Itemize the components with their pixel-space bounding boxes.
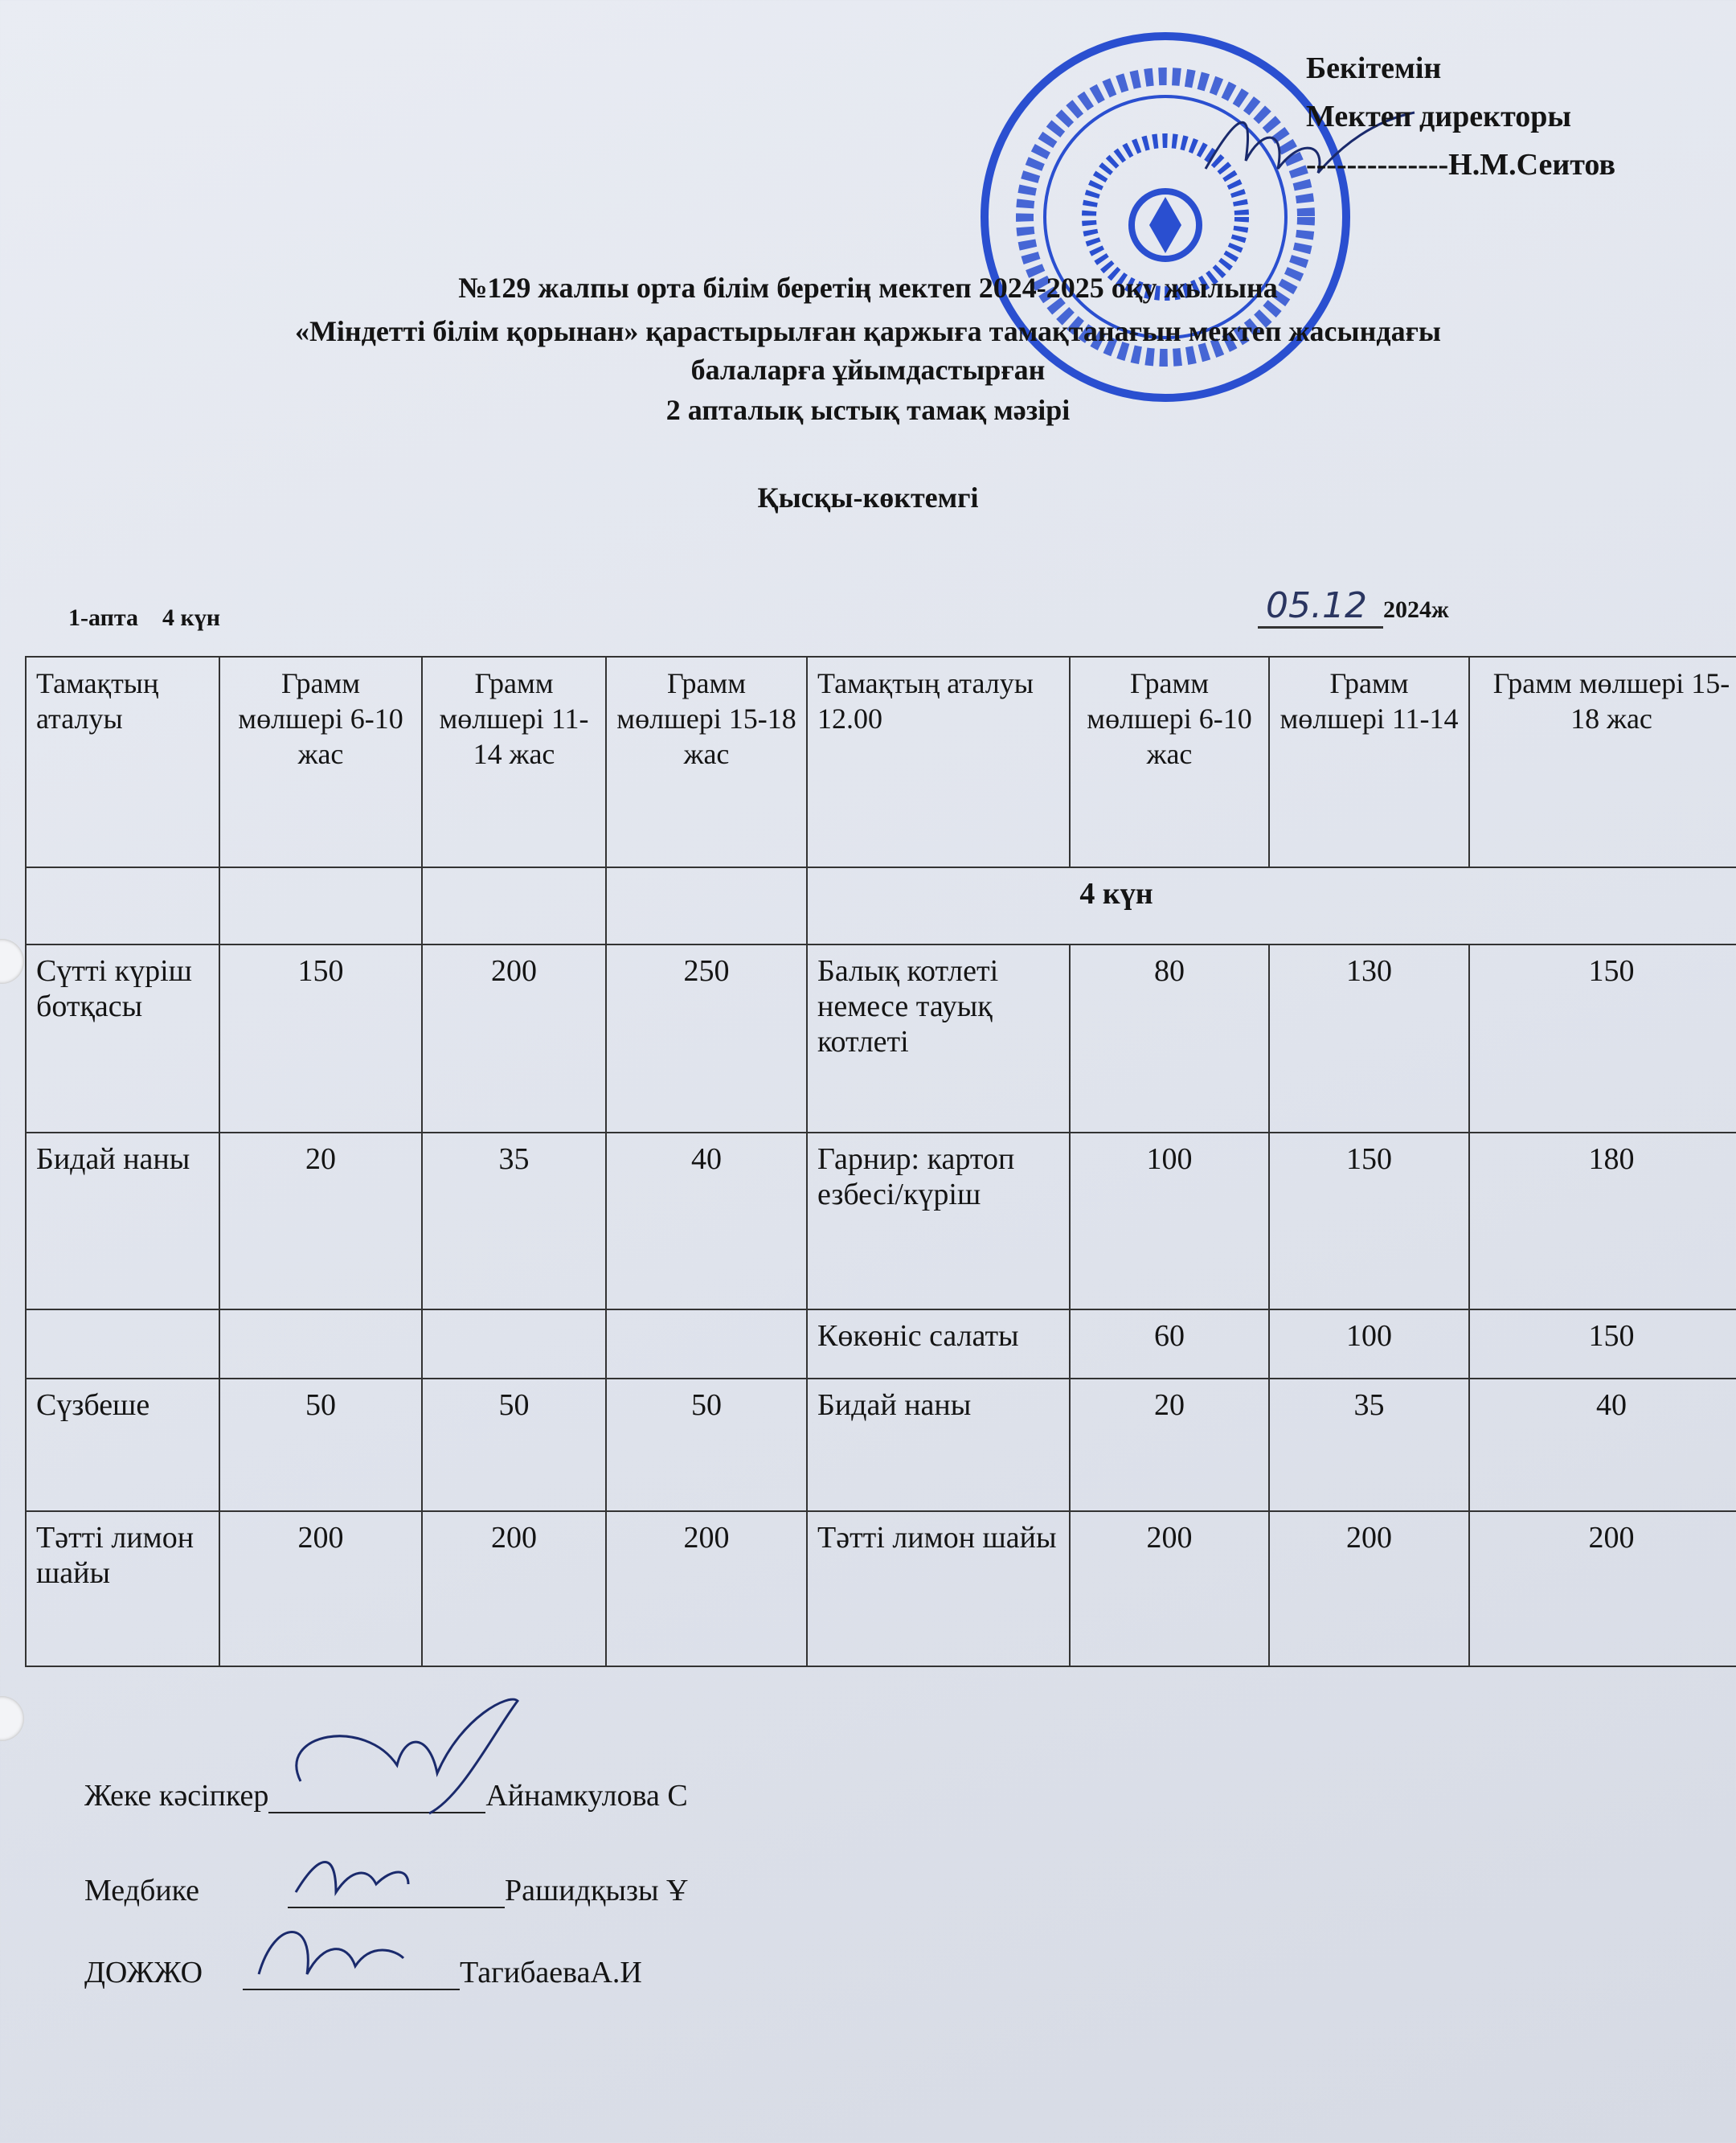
day-label: 4 күн (807, 867, 1736, 944)
cell: 150 (1269, 1133, 1469, 1309)
cell: Балық котлеті немесе тауық котлеті (807, 944, 1070, 1133)
signature-role: Жеке кәсіпкер (84, 1779, 269, 1813)
header-grams-6-10-2: Грамм мөлшері 6-10 жас (1070, 657, 1269, 867)
cell: 150 (1469, 944, 1736, 1133)
cell: 250 (606, 944, 807, 1133)
cell: 100 (1269, 1309, 1469, 1379)
handwritten-date: 05.12 (1258, 585, 1383, 629)
table-row (26, 1133, 1736, 1309)
header-grams-6-10: Грамм мөлшері 6-10 жас (219, 657, 422, 867)
cell: 40 (1469, 1379, 1736, 1511)
cell: 200 (1070, 1511, 1269, 1666)
cell: 35 (1269, 1379, 1469, 1511)
signature-name: ТагибаеваА.И (460, 1956, 642, 1989)
punch-hole (0, 1696, 24, 1741)
header-row (26, 657, 1736, 867)
signature-role: Медбике (84, 1874, 200, 1907)
cell (26, 1309, 219, 1379)
cell: 100 (1070, 1133, 1269, 1309)
cell: Сүзбеше (26, 1379, 219, 1511)
cell: 200 (219, 1511, 422, 1666)
cell: 130 (1269, 944, 1469, 1133)
table-row (26, 1309, 1736, 1379)
cell: 80 (1070, 944, 1269, 1133)
season-label: Қысқы-көктемгі (757, 481, 979, 514)
date-field (1258, 585, 1449, 629)
signature-line (288, 1876, 505, 1908)
cell: 180 (1469, 1133, 1736, 1309)
cell (219, 1309, 422, 1379)
cell: 200 (422, 1511, 606, 1666)
approval-position: Мектеп директоры (1306, 100, 1572, 133)
cell: 50 (422, 1379, 606, 1511)
cell: 20 (1070, 1379, 1269, 1511)
title-line-2: «Міндетті білім қорынан» қарастырылған қаржыға тамақтанағын мектеп жасындағы (294, 315, 1442, 347)
cell (422, 1309, 606, 1379)
header-grams-15-18: Грамм мөлшері 15-18 жас (606, 657, 807, 867)
header-grams-11-14: Грамм мөлшері 11-14 жас (422, 657, 606, 867)
title-line-4: 2 апталық ыстық тамақ мәзірі (665, 394, 1071, 426)
punch-hole (0, 939, 24, 984)
header-grams-15-18-2: Грамм мөлшері 15-18 жас (1469, 657, 1736, 867)
cell: 35 (422, 1133, 606, 1309)
cell: Бидай наны (26, 1133, 219, 1309)
cell: 50 (219, 1379, 422, 1511)
date-year: 2024ж (1382, 596, 1449, 623)
approval-label: Бекітемін (1306, 51, 1442, 85)
approval-director-name: --------------Н.М.Сеитов (1306, 148, 1615, 182)
handwritten-signature (268, 1685, 526, 1821)
handwritten-signature (243, 1910, 420, 1990)
cell: Гарнир: картоп езбесі/күріш (807, 1133, 1070, 1309)
cell: 200 (422, 944, 606, 1133)
signature-nurse (84, 1873, 688, 1908)
cell: Сүтті күріш ботқасы (26, 944, 219, 1133)
approval-block (1306, 44, 1615, 189)
header-grams-11-14-2: Грамм мөлшері 11-14 (1269, 657, 1469, 867)
title-line-1: №129 жалпы орта білім беретің мектеп 2024-2025 оқу жылына (458, 272, 1278, 304)
cell: 200 (1469, 1511, 1736, 1666)
week-day-label: 1-апта 4 күн (68, 604, 221, 631)
cell: Бидай наны (807, 1379, 1070, 1511)
signature-entrepreneur (84, 1778, 688, 1813)
table-row (26, 1379, 1736, 1511)
cell: 40 (606, 1133, 807, 1309)
table-row (26, 944, 1736, 1133)
cell: 60 (1070, 1309, 1269, 1379)
cell: 20 (219, 1133, 422, 1309)
header-dish-name-1200: Тамақтың аталуы 12.00 (807, 657, 1070, 867)
signature-line (268, 1781, 485, 1813)
signature-name: Рашидқызы Ұ (505, 1874, 689, 1907)
signature-dojjo (84, 1955, 642, 1990)
cell: 200 (1269, 1511, 1469, 1666)
day-row (26, 867, 1736, 944)
signature-role: ДОЖЖО (84, 1956, 203, 1989)
cell: 50 (606, 1379, 807, 1511)
menu-table (25, 656, 1736, 1667)
table-row (26, 1511, 1736, 1666)
cell (606, 1309, 807, 1379)
cell: Көкөніс салаты (807, 1309, 1070, 1379)
cell: 150 (1469, 1309, 1736, 1379)
handwritten-signature (288, 1844, 416, 1908)
signature-line (243, 1958, 460, 1990)
header-dish-name: Тамақтың аталуы (26, 657, 219, 867)
title-line-3: балаларға ұйымдастырған (690, 354, 1046, 386)
signature-name: Айнамкулова С (485, 1779, 688, 1813)
cell: 150 (219, 944, 422, 1133)
cell: 200 (606, 1511, 807, 1666)
cell: Тәтті лимон шайы (807, 1511, 1070, 1666)
cell: Тәтті лимон шайы (26, 1511, 219, 1666)
